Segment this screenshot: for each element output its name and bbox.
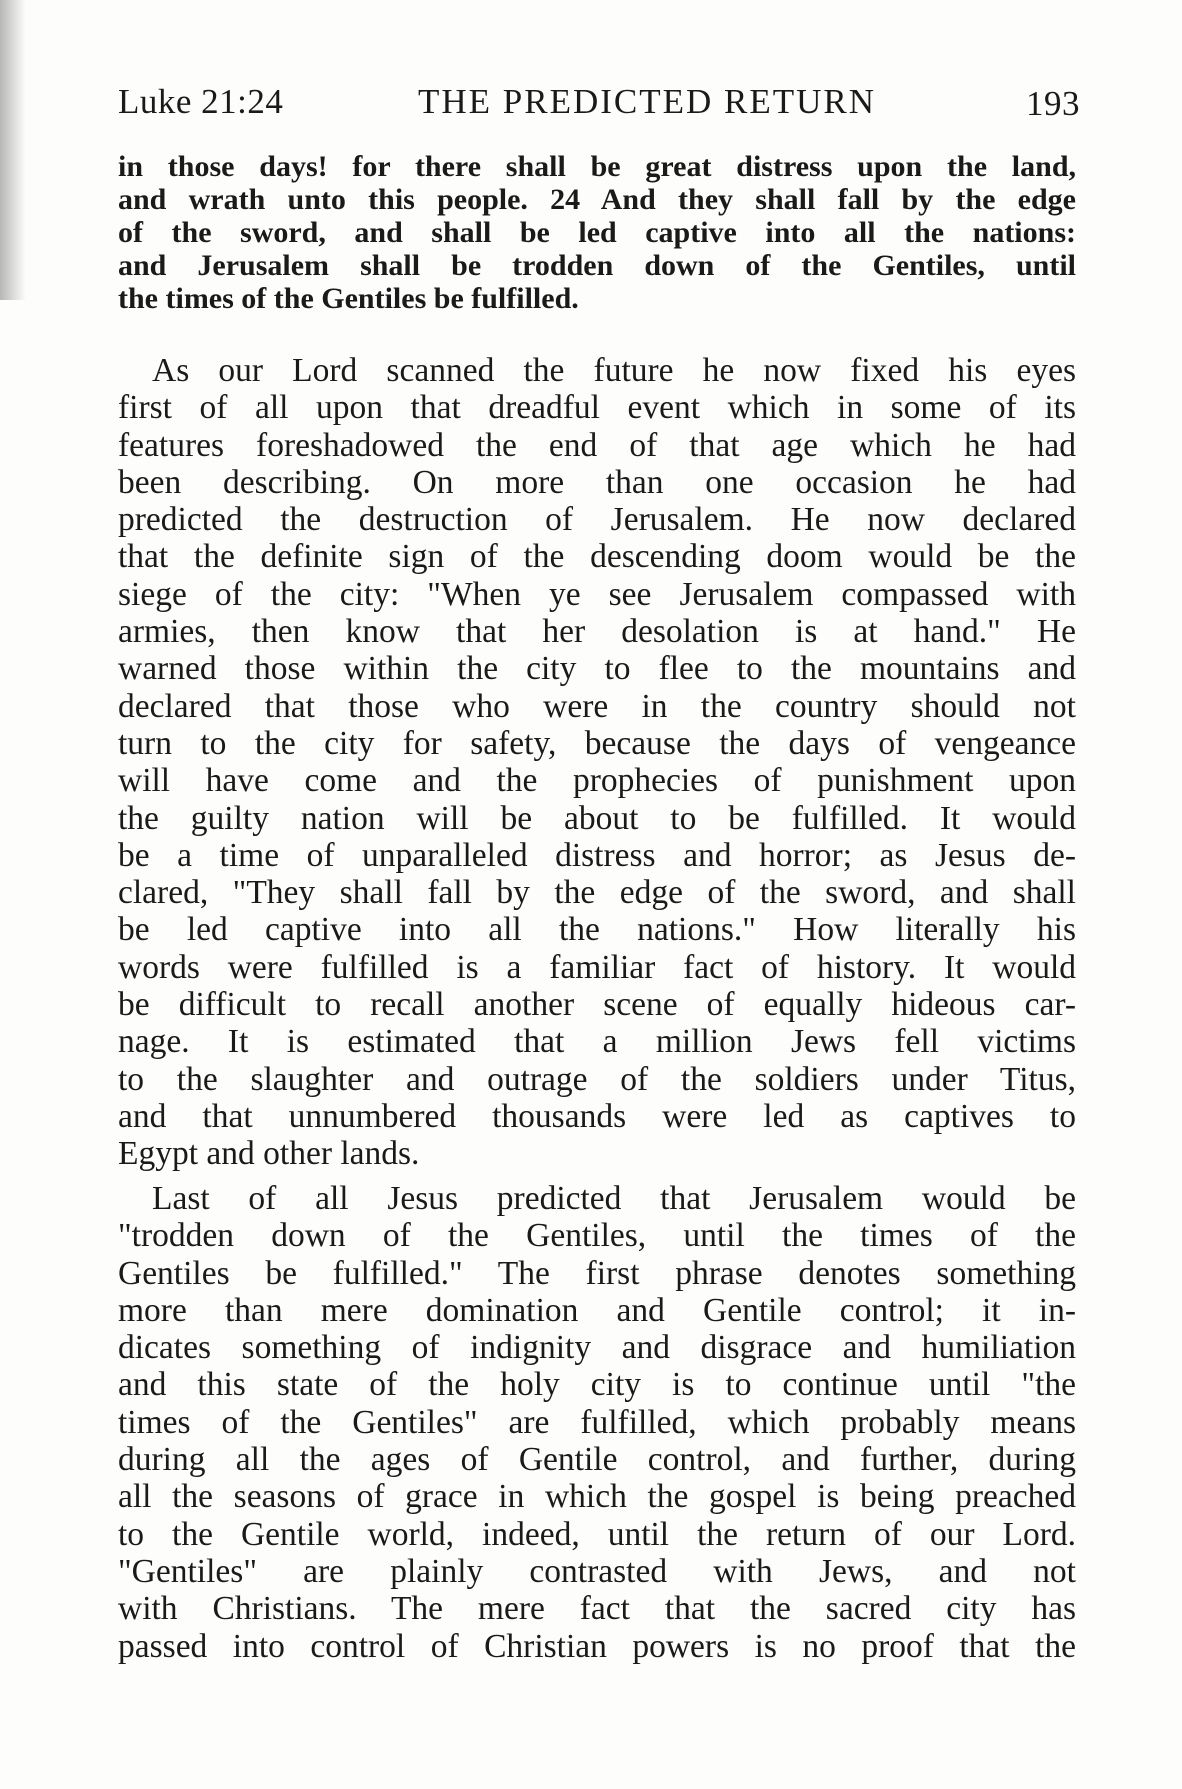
text-line: and this state of the holy city is to continue until "the (118, 1366, 1076, 1404)
text-line: Gentiles be fulfilled." The first phrase denotes something (118, 1254, 1076, 1292)
text-line: with Christians. The mere fact that the sacred city has (118, 1590, 1076, 1628)
scripture-line: and wrath unto this people. 24 And they shall fall by the edge (118, 183, 1076, 216)
text-line: siege of the city: "When ye see Jerusalem compassed with (118, 575, 1076, 613)
text-line: will have come and the prophecies of punishment upon (118, 762, 1076, 800)
text-line: all the seasons of grace in which the gospel is being preached (118, 1478, 1076, 1516)
text-line: words were fulfilled is a familiar fact of history. It would (118, 948, 1076, 986)
text-line: As our Lord scanned the future he now fixed his eyes (152, 352, 1076, 389)
running-head (118, 82, 1080, 132)
text-line: "trodden down of the Gentiles, until the times of the (118, 1217, 1076, 1255)
text-line: dicates something of indignity and disgrace and humiliation (118, 1329, 1076, 1367)
text-line: to the slaughter and outrage of the soldiers under Titus, (118, 1060, 1076, 1098)
text-line: the guilty nation will be about to be fulfilled. It would (118, 799, 1076, 837)
page-number: 193 (1026, 84, 1080, 123)
text-line: nage. It is estimated that a million Jews fell victims (118, 1023, 1076, 1061)
text-line: "Gentiles" are plainly contrasted with Jews, and not (118, 1552, 1076, 1590)
text-line: features foreshadowed the end of that age which he had (118, 426, 1076, 464)
scan-shadow-edge (0, 0, 26, 300)
commentary-paragraph-1 (118, 352, 1076, 1173)
scripture-line: the times of the Gentiles be fulfilled. (118, 282, 579, 315)
text-line: and that unnumbered thousands were led as captives to (118, 1097, 1076, 1135)
page-title: THE PREDICTED RETURN (418, 82, 877, 121)
text-line: to the Gentile world, indeed, until the return of our Lord. (118, 1515, 1076, 1553)
text-line: times of the Gentiles" are fulfilled, which probably means (118, 1403, 1076, 1441)
chapter-verse-reference: Luke 21:24 (118, 82, 284, 121)
text-line: passed into control of Christian powers is no proof that the (118, 1627, 1076, 1665)
text-line: be a time of unparalleled distress and horror; as Jesus de- (118, 836, 1076, 874)
text-line: first of all upon that dreadful event which in some of its (118, 389, 1076, 427)
scripture-line: and Jerusalem shall be trodden down of the Gentiles, until (118, 249, 1076, 282)
text-line: predicted the destruction of Jerusalem. He now declared (118, 501, 1076, 539)
text-line: turn to the city for safety, because the days of vengeance (118, 724, 1076, 762)
text-line: that the definite sign of the descending doom would be the (118, 538, 1076, 576)
scripture-line: of the sword, and shall be led captive into all the nations: (118, 216, 1076, 249)
text-line: Egypt and other lands. (118, 1135, 420, 1173)
scripture-line: in those days! for there shall be great distress upon the land, (118, 150, 1076, 183)
text-line: Last of all Jesus predicted that Jerusalem would be (152, 1180, 1076, 1217)
text-line: declared that those who were in the country should not (118, 687, 1076, 725)
text-line: been describing. On more than one occasion he had (118, 463, 1076, 501)
text-line: warned those within the city to flee to the mountains and (118, 650, 1076, 688)
commentary-paragraph-2 (118, 1180, 1076, 1665)
text-line: during all the ages of Gentile control, and further, during (118, 1441, 1076, 1479)
text-line: armies, then know that her desolation is at hand." He (118, 613, 1076, 651)
scripture-passage (118, 150, 1076, 315)
text-line: be difficult to recall another scene of equally hideous car- (118, 986, 1076, 1024)
text-line: clared, "They shall fall by the edge of the sword, and shall (118, 874, 1076, 912)
text-line: more than mere domination and Gentile control; it in- (118, 1291, 1076, 1329)
text-line: be led captive into all the nations." How literally his (118, 911, 1076, 949)
